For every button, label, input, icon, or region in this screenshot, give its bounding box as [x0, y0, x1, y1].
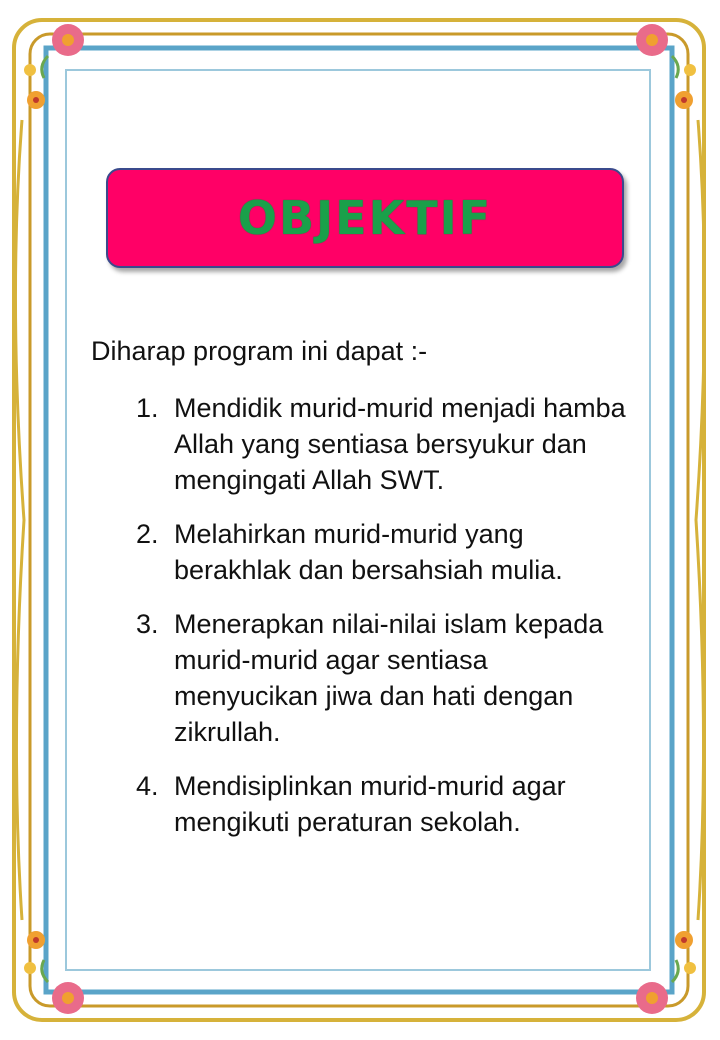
list-item-text: Melahirkan murid-murid yang berakhlak dan bersahsiah mulia.: [174, 519, 563, 585]
list-item: [136, 768, 636, 840]
list-item-text: Mendidik murid-murid menjadi hamba Allah yang sentiasa bersyukur dan mengingati Allah SWT.: [174, 393, 626, 495]
list-item: [136, 516, 636, 588]
intro-text: Diharap program ini dapat :-: [91, 336, 428, 366]
page-title: OBJEKTIF: [237, 191, 493, 245]
left-vine: [15, 120, 24, 920]
list-item-number: 1.: [136, 393, 159, 423]
title-banner: [106, 168, 624, 268]
list-item-number: 4.: [136, 771, 159, 801]
list-item-number: 2.: [136, 519, 159, 549]
list-item: [136, 390, 636, 498]
list-item-number: 3.: [136, 609, 159, 639]
list-item: [136, 606, 636, 750]
list-item-text: Mendisiplinkan murid-murid agar mengikuti peraturan sekolah.: [174, 771, 566, 837]
objective-list: [136, 390, 636, 858]
list-item-text: Menerapkan nilai-nilai islam kepada murid-murid agar sentiasa menyucikan jiwa dan hati dengan zikrullah.: [174, 609, 604, 747]
